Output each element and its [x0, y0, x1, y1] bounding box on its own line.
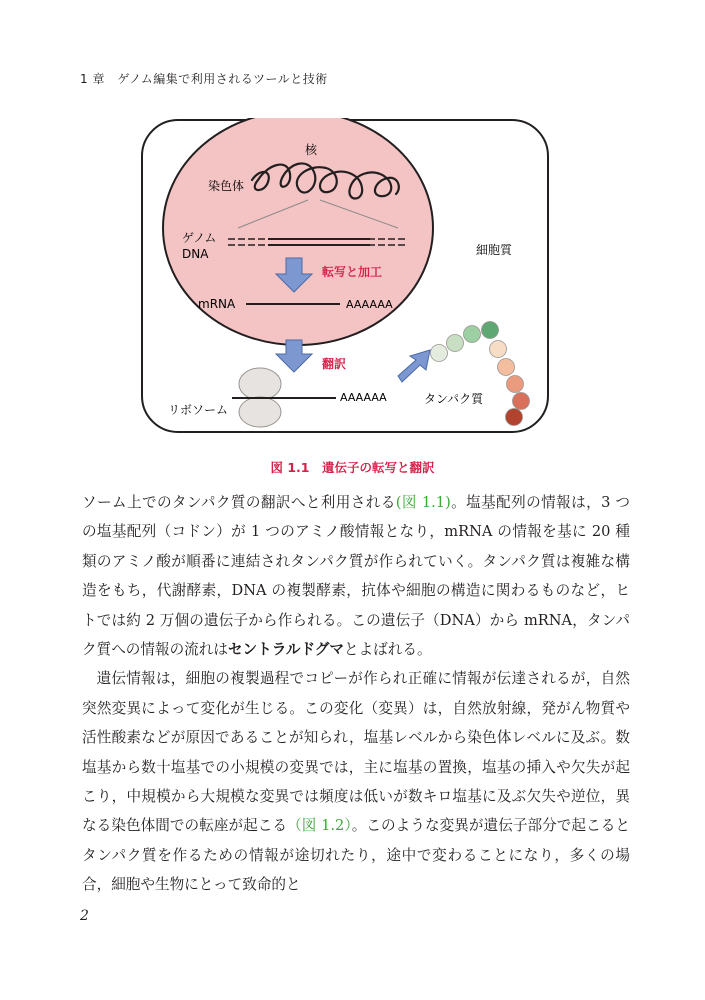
text-run: 。塩基配列の情報は，3 つの塩基配列（コドン）が 1 つのアミノ酸情報となり，mRNA の情報を基に 20 種類のアミノ酸が順番に連結されタンパク質が作られていく。タンパク質は複雑な構造をもち，代謝酵素，DNA の複製酵素，抗体や細胞の構造に関わるものなど，ヒトでは約 2 万個の遺伝子から作られる。この遺伝子（DNA）から mRNA，タンパク質への情報の流れは — [82, 494, 630, 659]
amino-acid-bead — [431, 345, 448, 362]
amino-acid-bead — [464, 326, 481, 343]
transcription-translation-diagram — [140, 118, 550, 448]
ribosome-polya-tail: AAAAAA — [340, 391, 387, 404]
amino-acid-bead — [490, 341, 507, 358]
page-number: 2 — [80, 908, 89, 924]
text-run: とよばれる。 — [343, 641, 432, 659]
emphasized-term: セントラルドグマ — [227, 641, 344, 659]
paragraph-1 — [82, 488, 630, 664]
text-run: 遺伝情報は，細胞の複製過程でコピーが作られ正確に情報が伝達されるが，自然突然変異によって変化が生じる。この変化（変異）は，自然放射線，発がん物質や活性酸素などが原因であることが知られ，塩基レベルから染色体レベルに及ぶ。数塩基から数十塩基での小規模の変異では，主に塩基の置換，塩基の挿入や欠失が起こり，中規模から大規模な変異では頻度は低いが数キロ塩基に及ぶ欠失や逆位，異なる染色体間での転座が起こる — [82, 670, 630, 835]
genome-label: ゲノム — [182, 231, 217, 245]
figure-1-1 — [140, 118, 550, 448]
text-run: 。このような変異が遺伝子部分で起こるとタンパク質を作るための情報が途切れたり，途中で変わることになり，多くの場合，細胞や生物にとって致命的と — [82, 817, 630, 894]
translation-label: 翻訳 — [322, 357, 347, 371]
dna-label: DNA — [182, 247, 209, 261]
paragraph-2 — [82, 664, 630, 899]
amino-acid-bead — [513, 393, 530, 410]
ribosome-label: リボソーム — [168, 403, 229, 417]
amino-acid-bead — [447, 335, 464, 352]
amino-acid-bead — [506, 409, 523, 426]
amino-acid-bead — [498, 359, 515, 376]
ribosome-small-subunit — [239, 397, 281, 427]
protein-label: タンパク質 — [424, 392, 484, 406]
nucleus-label: 核 — [305, 143, 318, 157]
figure-reference-1-1[interactable]: (図 1.1) — [395, 494, 451, 511]
amino-acid-bead — [507, 376, 524, 393]
chromosome-label: 染色体 — [208, 179, 245, 193]
running-head: 1 章 ゲノム編集で利用されるツールと技術 — [80, 72, 328, 86]
body-text — [82, 488, 630, 900]
ribosome-large-subunit — [239, 368, 281, 400]
figure-reference-1-2[interactable]: （図 1.2） — [287, 817, 352, 835]
cytoplasm-label: 細胞質 — [476, 243, 513, 257]
transcription-label: 転写と加工 — [322, 265, 383, 279]
mrna-polya-tail: AAAAAA — [346, 298, 393, 311]
amino-acid-bead — [482, 322, 499, 339]
mrna-label: mRNA — [198, 297, 236, 311]
figure-caption: 図 1.1 遺伝子の転写と翻訳 — [270, 460, 435, 475]
text-run: ソーム上でのタンパク質の翻訳へと利用される — [82, 494, 396, 511]
